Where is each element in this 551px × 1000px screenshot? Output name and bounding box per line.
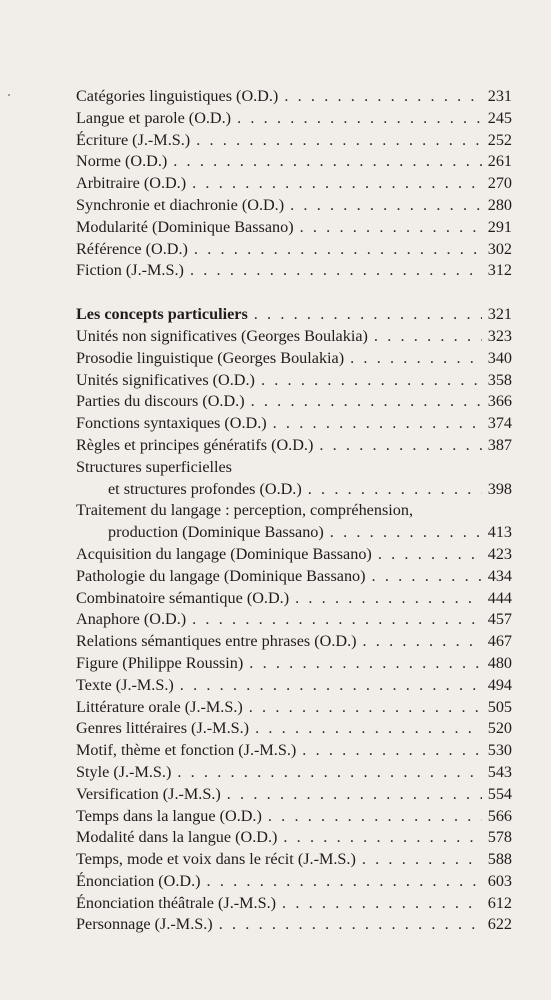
toc-entry-title: Référence (O.D.) [76,239,188,258]
toc-entry-page: 494 [487,675,512,694]
toc-entry-title: Fonctions syntaxiques (O.D.) [76,414,267,433]
toc-entry-page: 603 [487,871,512,890]
toc-entry [76,195,512,217]
toc-entry-page: 588 [487,850,512,869]
toc-entry [76,675,512,697]
toc-section-heading [76,304,512,326]
toc-entry [76,653,512,675]
toc-entry-title: Personnage (J.-M.S.) [76,915,213,934]
toc-entry-title: Modalité dans la langue (O.D.) [76,828,278,847]
toc-entry-page: 340 [487,348,512,367]
toc-entry-title: Temps, mode et voix dans le récit (J.-M.S.) [76,850,356,869]
toc-entry [76,806,512,828]
dot-leader [251,391,482,413]
toc-entry [76,326,512,348]
dot-leader [237,108,482,130]
toc-entry-page: 434 [487,566,512,585]
toc-entry-page: 530 [487,741,512,760]
toc-entry [76,588,512,610]
toc-entry-page: 398 [487,479,512,498]
toc-entry-title: Anaphore (O.D.) [76,610,187,629]
toc-entry [76,871,512,893]
dot-leader [350,348,482,370]
toc-group-particular-b [76,544,512,936]
dot-leader [378,544,482,566]
dot-leader [173,151,482,173]
dot-leader [363,631,482,653]
toc-entry-title: Style (J.-M.S.) [76,762,172,781]
toc-entry-page: 520 [487,719,512,738]
dot-leader [374,326,482,348]
toc-entry-title: Relations sémantiques entre phrases (O.D.) [76,632,357,651]
toc-entry-page: 612 [487,893,512,912]
dot-leader [300,217,482,239]
toc-entry-page: 231 [487,87,512,105]
toc-entry-page: 261 [487,152,512,171]
dot-leader [177,762,482,784]
dot-leader [319,435,482,457]
toc-entry-page: 245 [487,108,512,127]
dot-leader [362,849,482,871]
toc-entry [76,827,512,849]
toc-entry [76,217,512,239]
toc-entry-page: 444 [487,588,512,607]
toc-entry-title: Combinatoire sémantique (O.D.) [76,588,290,607]
dot-leader [254,304,482,326]
toc-entry-title: Unités significatives (O.D.) [76,370,255,389]
toc-entry-page: 467 [487,632,512,651]
toc-entry [76,697,512,719]
section-gap [76,282,512,304]
toc-entry-title-line2: et structures profondes (O.D.) [108,479,302,498]
toc-entry [76,370,512,392]
dot-leader [196,130,482,152]
toc-entry-title: Fiction (J.-M.S.) [76,261,184,280]
toc-entry-title: Prosodie linguistique (Georges Boulakia) [76,348,345,367]
toc-entry [76,239,512,261]
toc-entry [76,893,512,915]
toc-entry [76,435,512,457]
toc-entry-title: Catégories linguistiques (O.D.) [76,87,279,105]
dot-leader [308,479,482,501]
toc-entry-title-line1: Structures superficielles [76,457,232,476]
section-heading-title: Les concepts particuliers [76,305,248,324]
toc-entry [76,522,512,544]
toc-entry-title: Synchronie et diachronie (O.D.) [76,195,285,214]
dot-leader [192,609,482,631]
toc-entry-page: 543 [487,762,512,781]
toc-entry-first-line [76,500,512,522]
toc-entry-page: 554 [487,784,512,803]
toc-entry-title: Motif, thème et fonction (J.-M.S.) [76,741,297,760]
toc-entry-title: Arbitraire (O.D.) [76,174,187,193]
toc-entry-page: 270 [487,174,512,193]
toc-entry [76,151,512,173]
dot-leader [249,697,482,719]
toc-entry-title: Énonciation théâtrale (J.-M.S.) [76,893,277,912]
toc-entry-title-line2: production (Dominique Bassano) [108,523,324,542]
toc-entry-title: Énonciation (O.D.) [76,871,201,890]
toc-entry-page: 578 [487,828,512,847]
toc-entry-title: Unités non significatives (Georges Boulakia) [76,326,368,345]
toc-entry [76,130,512,152]
toc-entry-title: Modularité (Dominique Bassano) [76,217,294,236]
section-heading-page: 321 [487,305,512,324]
toc-entry-page: 387 [487,435,512,454]
dot-leader [268,806,482,828]
toc-entry-title: Littérature orale (J.-M.S.) [76,697,243,716]
toc-entry-title: Figure (Philippe Roussin) [76,653,244,672]
toc-entry-first-line [76,457,512,479]
toc-entry-page: 291 [487,217,512,236]
toc-entry-title: Règles et principes génératifs (O.D.) [76,435,314,454]
toc-entry [76,740,512,762]
toc-entry [76,260,512,282]
toc-entry-title: Temps dans la langue (O.D.) [76,806,262,825]
toc-entry-title: Versification (J.-M.S.) [76,784,221,803]
toc-entry-title: Texte (J.-M.S.) [76,675,174,694]
toc-entry [76,348,512,370]
toc-entry-title: Langue et parole (O.D.) [76,108,232,127]
toc-entry-title: Parties du discours (O.D.) [76,392,245,411]
toc-entry [76,762,512,784]
toc-entry-title: Pathologie du langage (Dominique Bassano) [76,566,366,585]
dot-leader [283,827,482,849]
dot-leader [249,653,482,675]
toc-entry-page: 622 [487,915,512,934]
dot-leader [330,522,482,544]
toc-entry [76,609,512,631]
dot-leader [261,370,482,392]
toc-entry-page: 374 [487,414,512,433]
toc-group-particular-a [76,326,512,457]
toc-entry-page: 358 [487,370,512,389]
toc-entry-title: Genres littéraires (J.-M.S.) [76,719,250,738]
dot-leader [190,260,482,282]
dot-leader [290,195,482,217]
dot-leader [284,86,482,108]
dot-leader [227,784,482,806]
toc-entry [76,914,512,936]
toc-entry-page: 423 [487,544,512,563]
toc-entry-page: 323 [487,326,512,345]
paper-speck [8,94,10,96]
dot-leader [372,566,482,588]
dot-leader [295,588,482,610]
toc-entry-title: Écriture (J.-M.S.) [76,130,191,149]
table-of-contents [76,86,512,936]
toc-entry [76,413,512,435]
toc-entry-title: Norme (O.D.) [76,152,168,171]
toc-entry-page: 366 [487,392,512,411]
toc-entry [76,544,512,566]
toc-group-general [76,86,512,282]
toc-entry [76,849,512,871]
dot-leader [302,740,482,762]
dot-leader [192,173,482,195]
toc-entry-page: 566 [487,806,512,825]
toc-entry-page: 252 [487,130,512,149]
dot-leader [180,675,482,697]
toc-entry [76,391,512,413]
toc-entry-page: 302 [487,239,512,258]
toc-entry [76,718,512,740]
toc-entry [76,566,512,588]
toc-entry-page: 505 [487,697,512,716]
toc-entry [76,784,512,806]
dot-leader [273,413,482,435]
toc-entry [76,173,512,195]
toc-entry-title-line1: Traitement du langage : perception, compréhension, [76,501,413,520]
dot-leader [194,239,482,261]
dot-leader [219,914,482,936]
toc-entry-page: 457 [487,610,512,629]
dot-leader [207,871,482,893]
dot-leader [282,893,482,915]
dot-leader [255,718,482,740]
toc-entry [76,108,512,130]
toc-entry-title: Acquisition du langage (Dominique Bassano) [76,544,372,563]
toc-entry [76,479,512,501]
toc-entry-page: 280 [487,195,512,214]
toc-entry-page: 480 [487,653,512,672]
toc-entry-page: 413 [487,523,512,542]
toc-entry-page: 312 [487,261,512,280]
toc-entry [76,86,512,108]
toc-entry [76,631,512,653]
